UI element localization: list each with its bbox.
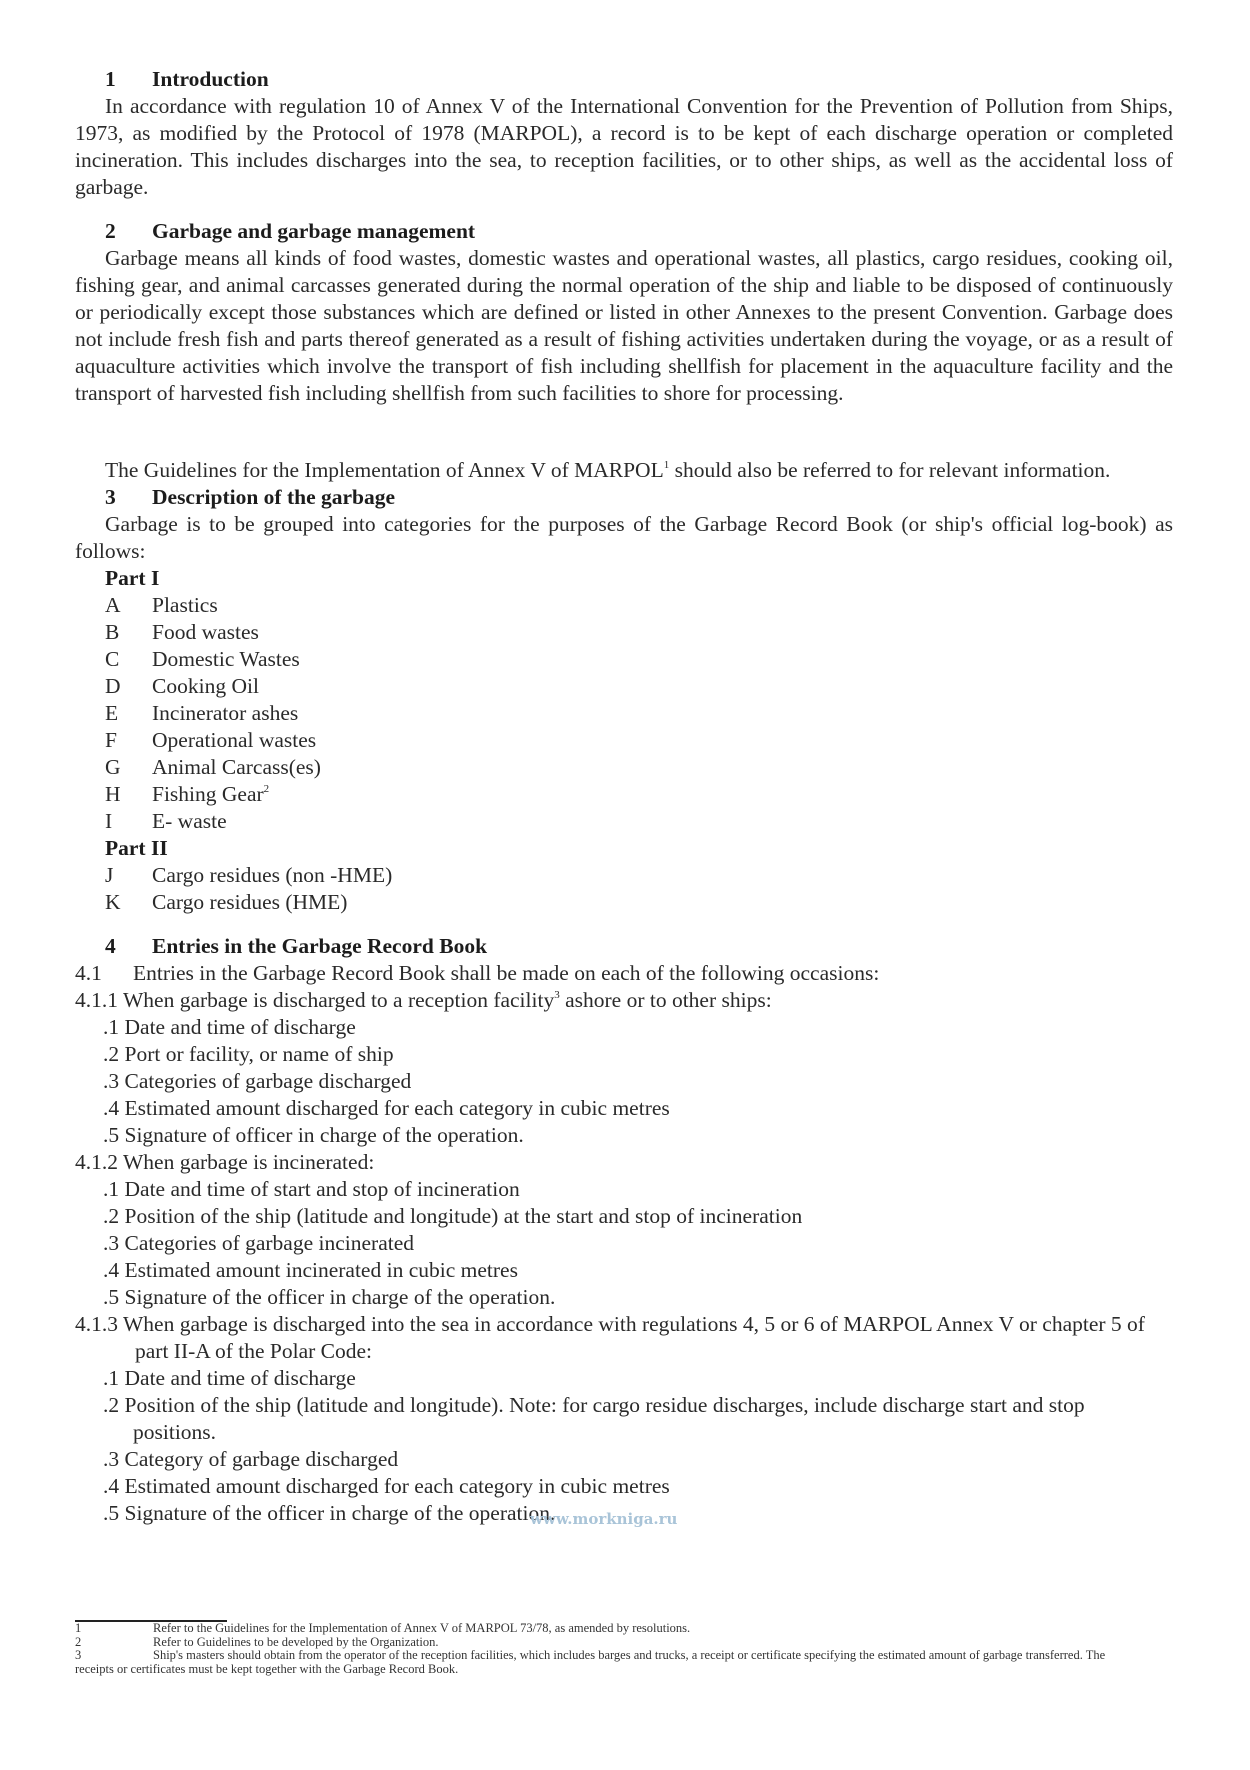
list-item: .5 Signature of officer in charge of the operation. (103, 1123, 524, 1147)
document-page (75, 66, 1173, 1527)
footnote-ref-3[interactable]: 3 (554, 989, 560, 1001)
part-2-label: Part II (105, 836, 168, 860)
part-1-label: Part I (105, 566, 160, 590)
section-2-heading (105, 218, 1173, 245)
footnotes (75, 1622, 1135, 1676)
subsection-4-1: 4.1 Entries in the Garbage Record Book shall be made on each of the following occasions: (75, 961, 880, 985)
section-4-heading (105, 933, 1173, 960)
list-item: .3 Category of garbage discharged (103, 1447, 399, 1471)
category-item: J Cargo residues (non -HME) (105, 863, 393, 887)
list-item: .2 Port or facility, or name of ship (103, 1042, 394, 1066)
section-number: 4 (105, 934, 116, 958)
list-item: .1 Date and time of discharge (103, 1015, 356, 1039)
category-item: G Animal Carcass(es) (105, 755, 321, 779)
category-item: D Cooking Oil (105, 674, 259, 698)
subsection-4-1-1-heading: 4.1.1 When garbage is discharged to a reception facility$^3$ ashore or to other ships: (75, 988, 772, 1012)
intro-paragraph: In accordance with regulation 10 of Annex V of the International Convention for the Prevention of Pollution from Ships, 1973, as modified by the Protocol of 1978 (MARPOL), a record is to be kept of each discharge operation or completed incineration. This includes discharges into the sea, to reception facilities, or to other ships, as well as the accidental loss of garbage. (75, 94, 1173, 199)
section-title: Introduction (152, 67, 269, 91)
category-item: B Food wastes (105, 620, 259, 644)
category-item: C Domestic Wastes (105, 647, 300, 671)
footnote-1: 1 Refer to the Guidelines for the Implementation of Annex V of MARPOL 73/78, as amended by resolutions. (75, 1621, 691, 1635)
part-2-category-list (75, 862, 1173, 916)
list-item: .1 Date and time of start and stop of incineration (103, 1177, 520, 1201)
category-item: H Fishing Gear$^2$ (105, 782, 270, 806)
category-item: K Cargo residues (HME) (105, 890, 348, 914)
description-paragraph: Garbage is to be grouped into categories for the purposes of the Garbage Record Book (or ship's official log-book) as follows: (75, 512, 1173, 563)
footnote-ref-1[interactable]: 1 (663, 459, 670, 471)
section-number: 1 (105, 67, 116, 91)
category-item: I E- waste (105, 809, 227, 833)
footnote-2: 2 Refer to Guidelines to be developed by the Organization. (75, 1634, 439, 1649)
list-item: .4 Estimated amount discharged for each category in cubic metres (103, 1474, 670, 1498)
list-item: .2 Position of the ship (latitude and longitude) at the start and stop of incineration (103, 1204, 803, 1228)
list-item: .3 Categories of garbage discharged (103, 1069, 412, 1093)
section-number: 3 (105, 485, 116, 509)
garbage-definition-paragraph: Garbage means all kinds of food wastes, domestic wastes and operational wastes, all plastics, cargo residues, cooking oil, fishing gear, and animal carcasses generated during the normal operation of the ship and liable to be disposed of continuously or periodically except those substances which are defined or listed in other Annexes to the present Convention. Garbage does not include fresh fish and parts thereof generated as a result of fishing activities undertaken during the voyage, or as a result of aquaculture activities which involve the transport of fish including shellfish for placement in the aquaculture facility and the transport of harvested fish including shellfish from such facilities to shore for processing. (75, 246, 1173, 405)
section-title: Entries in the Garbage Record Book (152, 934, 488, 958)
category-item: E Incinerator ashes (105, 701, 299, 725)
guidelines-paragraph: The Guidelines for the Implementation of Annex V of MARPOL$^1$ should also be referred to for relevant information. (105, 458, 1111, 482)
category-item: F Operational wastes (105, 728, 317, 752)
section-title: Description of the garbage (152, 485, 396, 509)
section-title: Garbage and garbage management (152, 219, 476, 243)
list-item: .4 Estimated amount discharged for each category in cubic metres (103, 1096, 670, 1120)
watermark-text: www.morkniga.ru (530, 1510, 678, 1528)
list-item: .5 Signature of the officer in charge of the operation. (103, 1501, 556, 1525)
section-number: 2 (105, 219, 116, 243)
list-item: .5 Signature of the officer in charge of the operation. (103, 1285, 556, 1309)
section-1-heading (105, 66, 1173, 93)
subsection-4-1-2-heading: 4.1.2 When garbage is incinerated: (75, 1150, 375, 1174)
category-item: A Plastics (105, 593, 218, 617)
subsection-4-1-3-heading: 4.1.3 When garbage is discharged into the sea in accordance with regulations 4, 5 or 6 of MARPOL Annex V or chapter 5 of part II-A of the Polar Code: (75, 1312, 1145, 1363)
part-1-category-list (75, 592, 1173, 835)
section-3-heading (105, 484, 1173, 511)
list-item: .1 Date and time of discharge (103, 1366, 356, 1390)
footnote-ref-2[interactable]: 2 (263, 783, 270, 795)
list-item: .4 Estimated amount incinerated in cubic metres (103, 1258, 518, 1282)
list-item: .3 Categories of garbage incinerated (103, 1231, 415, 1255)
list-item: .2 Position of the ship (latitude and longitude). Note: for cargo residue discharges, include discharge start and stop positions. (103, 1393, 1085, 1444)
footnote-3: 3 Ship's masters should obtain from the operator of the reception facilities, which includes barges and trucks, a receipt or certificate specifying the estimated amount of garbage transferred. The receipts or certificates must be kept together with the Garbage Record Book. (75, 1648, 1106, 1676)
